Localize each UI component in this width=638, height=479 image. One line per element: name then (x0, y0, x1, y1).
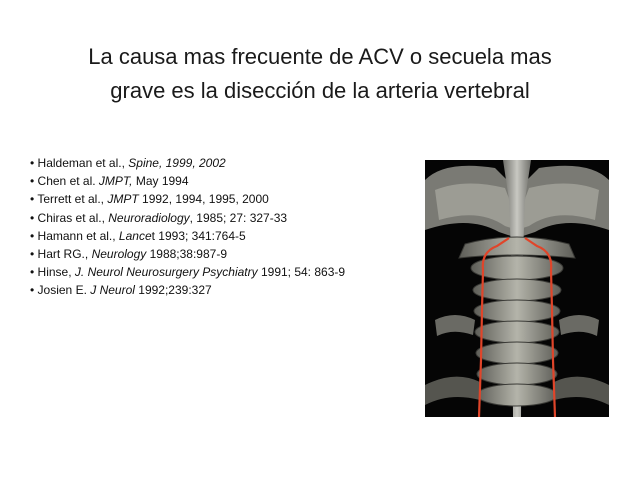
slide-title (30, 40, 610, 108)
reference-item: • Hart RG., Neurology 1988;38:987-9 (30, 247, 228, 262)
reference-item: • Hinse, J. Neurol Neurosurgery Psychiatry 1991; 54: 863-9 (30, 265, 346, 280)
title-line-1: La causa mas frecuente de ACV o secuela mas (88, 44, 552, 69)
reference-list (30, 154, 410, 300)
title-line-2: grave es la disección de la arteria vertebral (110, 78, 530, 103)
reference-item: • Josien E. J Neurol 1992;239:327 (30, 283, 212, 298)
reference-item: • Chiras et al., Neuroradiology, 1985; 27: 327-33 (30, 210, 288, 225)
cervical-spine-figure (425, 160, 609, 417)
cervical-spine-vertebral-artery-illustration (425, 160, 609, 417)
reference-item: • Haldeman et al., Spine, 1999, 2002 (30, 156, 226, 170)
reference-item: • Terrett et al., JMPT 1992, 1994, 1995, 2000 (30, 192, 269, 207)
reference-item: • Hamann et al., Lancet 1993; 341:764-5 (30, 228, 246, 243)
reference-item: • Chen et al. JMPT, May 1994 (30, 174, 189, 189)
